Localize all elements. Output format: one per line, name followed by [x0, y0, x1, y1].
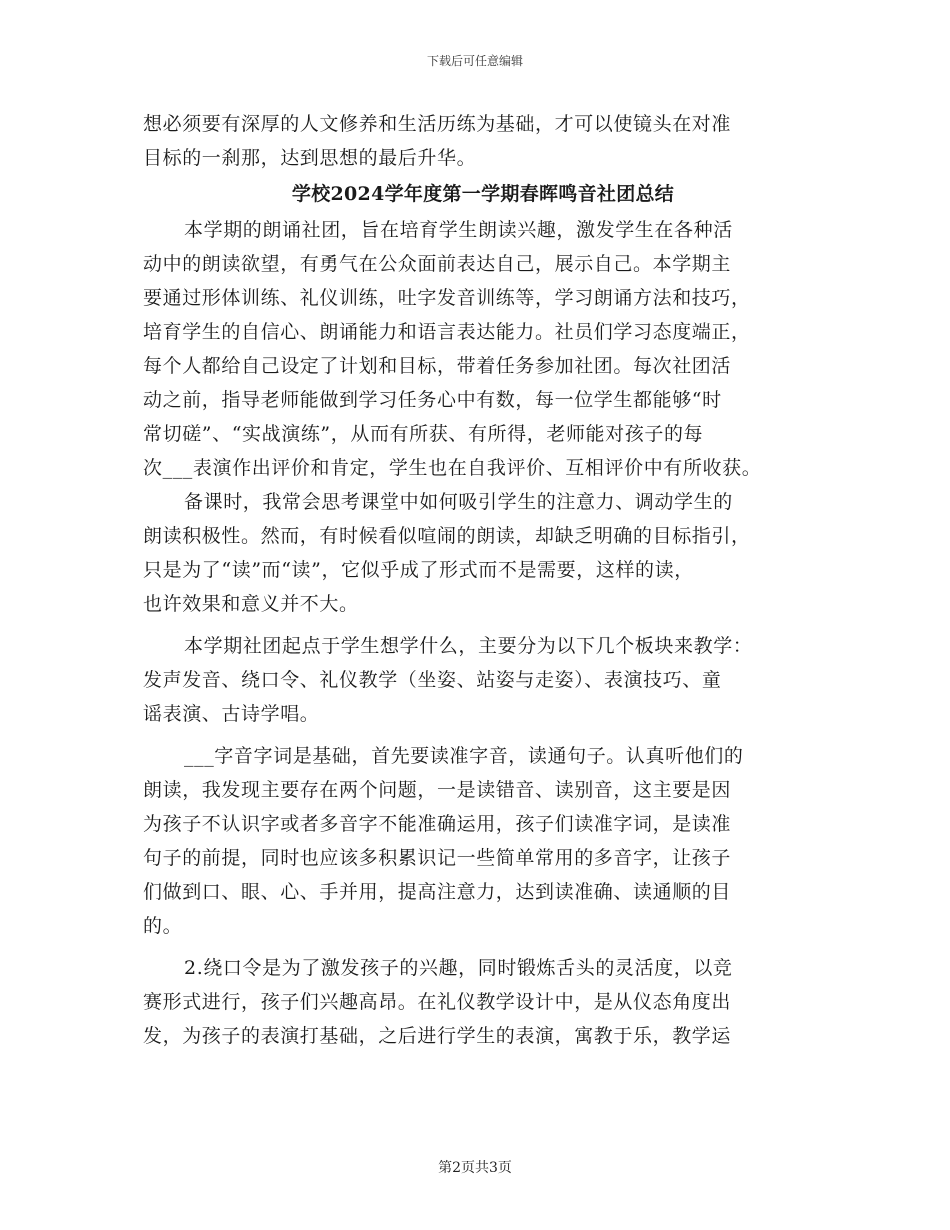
text-line: 发声发音、绕口令、礼仪教学（坐姿、站姿与走姿）、表演技巧、童 [143, 669, 722, 691]
document-body [143, 107, 823, 1053]
paragraph [143, 485, 823, 621]
text-line: 2.绕口令是为了激发孩子的兴趣，同时锻炼舌头的灵活度，以竞 [184, 957, 733, 979]
text-line: 每个人都给自己设定了计划和目标，带着任务参加社团。每次社团活 [143, 355, 732, 377]
text-line: 谣表演、古诗学唱。 [143, 703, 320, 725]
text-line: 为孩子不认识字或者多音字不能准确运用，孩子们读准字词，是读准 [143, 813, 732, 835]
text-line: 常切磋”、“实战演练”，从而有所获、有所得，老师能对孩子的每 [143, 423, 704, 445]
page-footer: 第2页共3页 [438, 1160, 512, 1176]
page-header: 下载后可任意编辑 [426, 54, 523, 68]
text-line: 也许效果和意义并不大。 [143, 593, 359, 615]
text-line: 的。 [143, 915, 183, 937]
document-title: 学校2024学年度第一学期春晖鸣音社团总结 [291, 183, 675, 205]
text-line: 只是为了“读”而“读”，它似乎成了形式而不是需要，这样的读， [143, 559, 694, 581]
paragraph [143, 739, 823, 943]
text-line: 句子的前提，同时也应该多积累识记一些简单常用的多音字，让孩子 [143, 847, 732, 869]
text-line: 发，为孩子的表演打基础，之后进行学生的表演，寓教于乐，教学运 [143, 1025, 732, 1047]
text-line: 动之前，指导老师能做到学习任务心中有数，每一位学生都能够“时 [143, 389, 722, 411]
paragraph [143, 951, 823, 1053]
text-line: 赛形式进行，孩子们兴趣高昂。在礼仪教学设计中，是从仪态角度出 [143, 991, 732, 1013]
paragraph [143, 629, 823, 731]
text-line: 动中的朗读欲望，有勇气在公众面前表达自己，展示自己。本学期主 [143, 253, 732, 275]
paragraph [143, 213, 823, 485]
text-line: 朗读，我发现主要存在两个问题，一是读错音、读别音，这主要是因 [143, 779, 732, 801]
text-line: 要通过形体训练、礼仪训练，吐字发音训练等，学习朗诵方法和技巧， [143, 287, 751, 309]
text-line: 朗读积极性。然而，有时候看似喧闹的朗读，却缺乏明确的目标指引， [143, 525, 751, 547]
text-line: 想必须要有深厚的人文修养和生活历练为基础，才可以使镜头在对准 [143, 113, 732, 135]
text-line: ___字音字词是基础，首先要读准字音，读通句子。认真听他们的 [184, 745, 744, 767]
text-line: 本学期的朗诵社团，旨在培育学生朗读兴趣，激发学生在各种活 [184, 219, 733, 241]
text-line: 目标的一刹那，达到思想的最后升华。 [143, 147, 477, 169]
text-line: 们做到口、眼、心、手并用，提高注意力，达到读准确、读通顺的目 [143, 881, 732, 903]
text-line: 本学期社团起点于学生想学什么，主要分为以下几个板块来教学： [184, 635, 753, 657]
text-line: 备课时，我常会思考课堂中如何吸引学生的注意力、调动学生的 [184, 491, 733, 513]
text-line: 培育学生的自信心、朗诵能力和语言表达能力。社员们学习态度端正， [143, 321, 751, 343]
text-line: 次___表演作出评价和肯定，学生也在自我评价、互相评价中有所收获。 [143, 457, 762, 479]
